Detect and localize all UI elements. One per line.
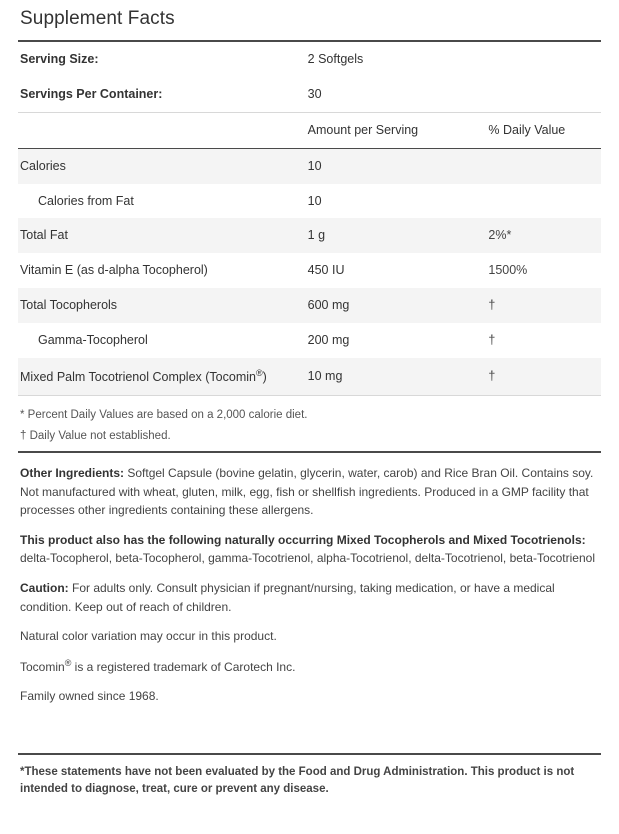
column-header-row: [18, 113, 601, 148]
table-row: [18, 218, 601, 253]
nutrient-name: Gamma-Tocopherol: [18, 323, 304, 358]
table-row: [18, 253, 601, 288]
naturally-occurring-label: This product also has the following naturally occurring Mixed Tocopherols and Mixed Tocotrienols:: [20, 532, 586, 547]
footnote-dagger: † Daily Value not established.: [20, 430, 171, 443]
table-row: [18, 184, 601, 219]
serving-size-blank: [484, 42, 601, 77]
ingredients-section: [18, 453, 601, 706]
nutrient-name: Total Fat: [18, 218, 304, 253]
other-ingredients-text: Softgel Capsule (bovine gelatin, glycerin, water, carob) and Rice Bran Oil. Contains soy. Not manufactured with wheat, gluten, milk, egg, fish or shellfish ingredients. Produced in a GMP facility that processes other ingredients containing these allergens.: [20, 466, 594, 518]
table-row: [18, 288, 601, 323]
servings-per-container-blank: [484, 77, 601, 112]
servings-per-container-value: 30: [307, 86, 322, 101]
serving-size-value: 2 Softgels: [307, 52, 364, 66]
supplement-facts-header-table: [18, 113, 601, 148]
column-header-amount: Amount per Serving: [307, 122, 419, 137]
serving-size-label: Serving Size:: [20, 52, 99, 66]
nutrient-amount: 1 g: [304, 218, 485, 253]
footnotes: [18, 396, 601, 451]
caution-paragraph: [20, 579, 599, 616]
nutrient-name: Calories from Fat: [18, 184, 304, 219]
nutrient-name: Calories: [18, 149, 304, 184]
nutrient-daily-value: 2%*: [484, 218, 601, 253]
column-header-nutrient: [18, 113, 304, 148]
table-row: [18, 149, 601, 184]
nutrient-name: Vitamin E (as d-alpha Tocopherol): [18, 253, 304, 288]
naturally-occurring-paragraph: [20, 531, 599, 568]
nutrient-rows-body: [18, 149, 601, 395]
nutrient-name: Total Tocopherols: [18, 288, 304, 323]
nutrient-rows-table: [18, 149, 601, 395]
nutrient-daily-value: †: [484, 323, 601, 358]
fda-disclaimer: *These statements have not been evaluated by the Food and Drug Administration. This product is not intended to diagnose, treat, cure or prevent any disease.: [20, 765, 575, 796]
nutrient-daily-value: [484, 149, 601, 184]
disclaimer-section: [0, 753, 619, 799]
registered-trademark-icon: ®: [64, 657, 72, 668]
naturally-occurring-text: delta-Tocopherol, beta-Tocopherol, gamma-Tocotrienol, alpha-Tocotrienol, delta-Tocotrienol, beta-Tocotrienol: [20, 551, 595, 566]
nutrient-amount: 450 IU: [304, 253, 485, 288]
family-owned-note: Family owned since 1968.: [20, 689, 159, 704]
servings-per-container-row: [18, 77, 601, 112]
nutrient-daily-value: [484, 184, 601, 219]
other-ingredients-paragraph: [20, 464, 599, 520]
color-variation-note: Natural color variation may occur in this product.: [20, 629, 277, 644]
nutrient-daily-value: †: [484, 358, 601, 395]
page-title: Supplement Facts: [20, 8, 175, 29]
caution-label: Caution:: [20, 580, 69, 595]
other-ingredients-label: Other Ingredients:: [20, 466, 125, 480]
nutrient-amount: 10: [304, 184, 485, 219]
trademark-note: [20, 657, 599, 677]
footnote-percent-dv: * Percent Daily Values are based on a 2,000 calorie diet.: [20, 408, 308, 421]
trademark-note-post: is a registered trademark of Carotech Inc.: [71, 659, 296, 674]
trademark-note-pre: Tocomin: [20, 659, 65, 674]
nutrient-daily-value: †: [484, 288, 601, 323]
nutrient-amount: 10: [304, 149, 485, 184]
bottom-spacer: [0, 717, 619, 753]
caution-text: For adults only. Consult physician if pregnant/nursing, taking medication, or have a medical condition. Keep out of reach of children.: [20, 580, 555, 614]
registered-trademark-icon: ®: [255, 367, 263, 378]
column-header-daily-value: % Daily Value: [488, 122, 566, 137]
nutrient-amount: 10 mg: [304, 358, 485, 395]
servings-per-container-label: Servings Per Container:: [20, 86, 163, 101]
table-row: [18, 323, 601, 358]
nutrient-amount: 600 mg: [304, 288, 485, 323]
supplement-facts-table: [18, 42, 601, 112]
table-row: [18, 358, 601, 395]
serving-size-row: [18, 42, 601, 77]
nutrient-daily-value: 1500%: [484, 253, 601, 288]
nutrient-amount: 200 mg: [304, 323, 485, 358]
nutrient-name: Mixed Palm Tocotrienol Complex (Tocomin®): [18, 358, 304, 395]
